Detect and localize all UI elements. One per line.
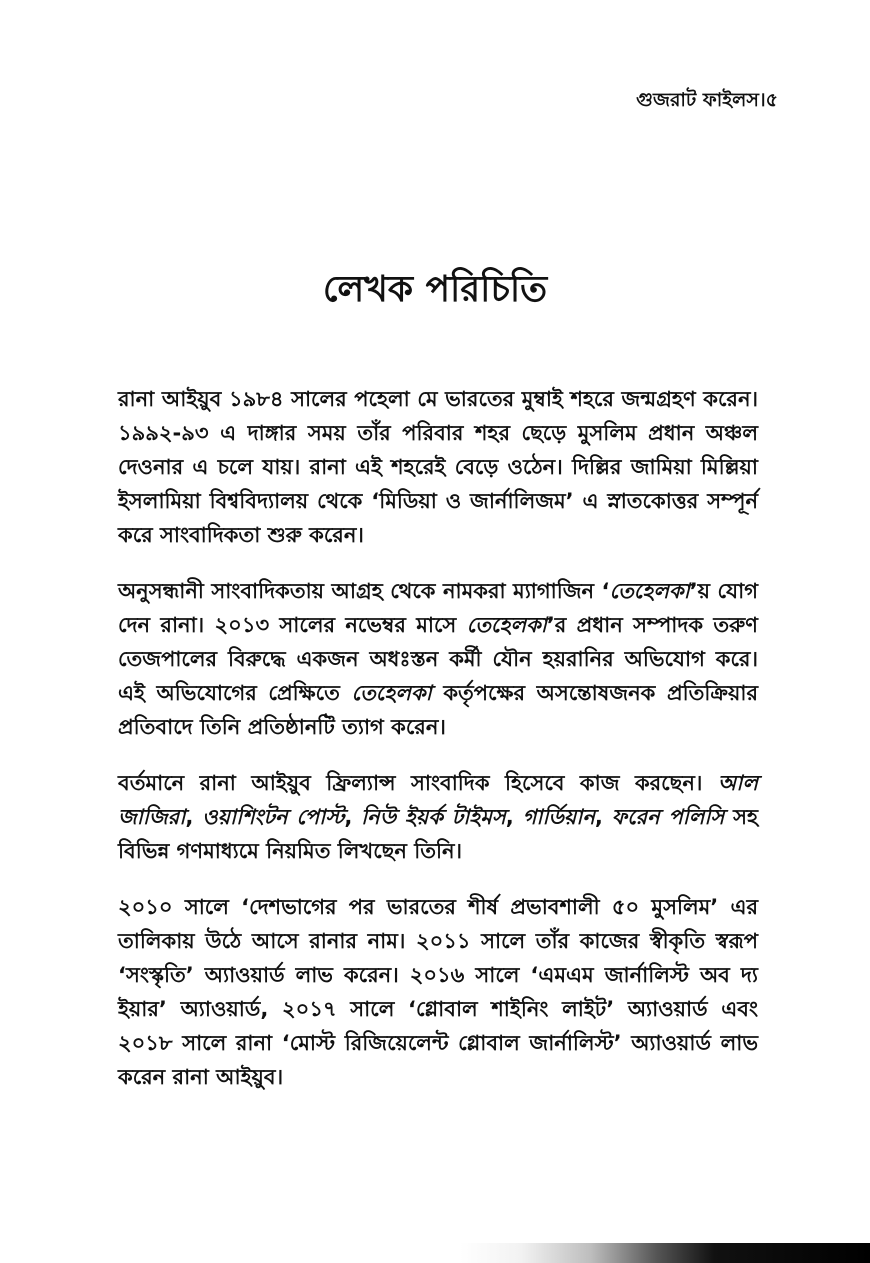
text-segment: বর্তমানে রানা আইয়ুব ফ্রিল্যান্স সাংবাদিক হিসেবে কাজ করছেন।	[118, 771, 718, 795]
body-text	[118, 382, 758, 1116]
text-segment: কর্তৃপক্ষের অসন্তোষজনক প্রতিক্রিয়ার প্রতিবাদে তিনি প্রতিষ্ঠানটি ত্যাগ করেন।	[118, 681, 758, 739]
paragraph-freelance	[118, 766, 758, 868]
paragraph-awards	[118, 890, 758, 1094]
publication-name: ওয়াশিংটন পোস্ট	[202, 805, 345, 829]
running-header: গুজরাট ফাইলস।৫	[636, 89, 778, 111]
text-segment: ’য় যোগ দেন রানা। ২০১৩ সালের নভেম্বর মাসে	[118, 579, 758, 637]
publication-name: নিউ ইয়র্ক টাইমস	[361, 805, 506, 829]
publication-name: গার্ডিয়ান	[522, 805, 595, 829]
page-title: লেখক পরিচিতি	[322, 269, 548, 310]
text-segment: ’র প্রধান সম্পাদক তরুণ তেজপালের বিরুদ্ধে একজন অধঃস্তন কর্মী যৌন হয়রানির অভিযোগ করে। এই অভিযোগের প্রেক্ষিতে	[118, 613, 758, 705]
publication-name: তেহেলকা	[351, 681, 432, 705]
text-segment: ,	[594, 805, 612, 829]
text-segment: ,	[344, 805, 362, 829]
text-segment: সহ বিভিন্ন গণমাধ্যমে নিয়মিত লিখছেন তিনি।	[118, 805, 759, 863]
text-segment: ২০১০ সালে ‘দেশভাগের পর ভারতের শীর্ষ প্রভাবশালী ৫০ মুসলিম’ এর তালিকায় উঠে আসে রানার নাম। ২০১১ সালে তাঁর কাজের স্বীকৃতি স্বরূপ ‘সংস্কৃতি’ অ্যাওয়ার্ড লাভ করেন। ২০১৬ সালে ‘এমএম জার্নালিস্ট অব দ্য ইয়ার’ অ্যাওয়ার্ড, ২০১৭ সালে ‘গ্লোবাল শাইনিং লাইট’ অ্যাওয়ার্ড এবং ২০১৮ সালে রানা ‘মোস্ট রিজিয়েলেন্ট গ্লোবাল জার্নালিস্ট’ অ্যাওয়ার্ড লাভ করেন রানা আইয়ুব।	[118, 895, 759, 1089]
text-segment: ,	[185, 805, 203, 829]
publication-name: তেহেলকা	[466, 613, 547, 637]
publication-name: আল জাজিরা	[118, 771, 758, 829]
text-segment: রানা আইয়ুব ১৯৮৪ সালের পহেলা মে ভারতের মুম্বাই শহরে জন্মগ্রহণ করেন। ১৯৯২-৯৩ এ দাঙ্গার সময় তাঁর পরিবার শহর ছেড়ে মুসলিম প্রধান অঞ্চল দেওনার এ চলে যায়। রানা এই শহরেই বেড়ে ওঠেন। দিল্লির জামিয়া মিল্লিয়া ইসলামিয়া বিশ্ববিদ্যালয় থেকে ‘মিডিয়া ও জার্নালিজম’ এ স্নাতকোত্তর সম্পূর্ন করে সাংবাদিকতা শুরু করেন।	[118, 387, 758, 547]
paragraph-tehelka	[118, 574, 758, 744]
text-segment: অনুসন্ধানী সাংবাদিকতায় আগ্রহ থেকে নামকরা ম্যাগাজিন ‘	[118, 579, 610, 603]
publication-name: ফরেন পলিসি	[611, 805, 725, 829]
paragraph-birth-education	[118, 382, 758, 552]
text-segment: ,	[505, 805, 523, 829]
footer-gradient-strip	[460, 1243, 870, 1263]
publication-name: তেহেলকা	[609, 579, 690, 603]
